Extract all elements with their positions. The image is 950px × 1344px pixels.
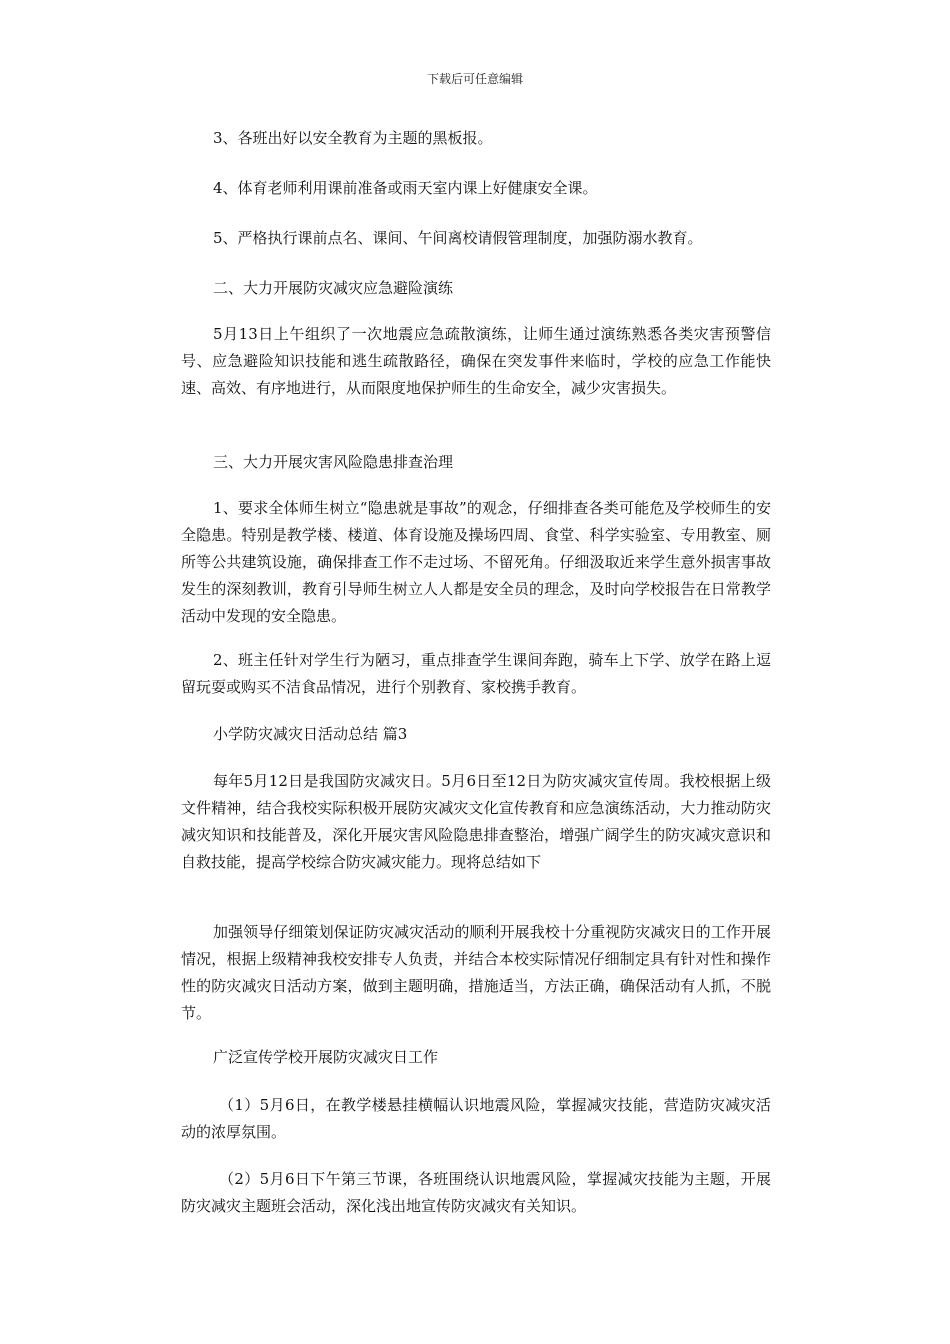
section-heading-4: 广泛宣传学校开展防灾减灾日工作: [213, 1048, 439, 1066]
paragraph-1: 3、各班出好以安全教育为主题的黑板报。: [213, 129, 493, 147]
paragraph-3: 5、严格执行课前点名、课间、午间离校请假管理制度，加强防溺水教育。: [213, 229, 703, 247]
article-title: 小学防灾减灾日活动总结 篇3: [213, 725, 408, 743]
page-header: 下载后可任意编辑: [426, 72, 523, 86]
section-heading-2: 二、大力开展防灾减灾应急避险演练: [213, 279, 454, 297]
paragraph-6: 2、班主任针对学生行为陋习，重点排查学生课间奔跑，骑车上下学、放学在路上逗留玩耍或购买不洁食品情况，进行个别教育、家校携手教育。: [181, 651, 771, 696]
paragraph-9: （1）5月6日，在教学楼悬挂横幅认识地震风险，掌握减灾技能，营造防灾减灾活动的浓厚氛围。: [181, 1096, 771, 1141]
paragraph-5: 1、要求全体师生树立“隐患就是事故”的观念，仔细排查各类可能危及学校师生的安全隐患。特别是教学楼、楼道、体育设施及操场四周、食堂、科学实验室、专用教室、厕所等公共建筑设施，确保排查工作不走过场、不留死角。仔细汲取近来学生意外损害事故发生的深刻教训，教育引导师生树立人人都是安全员的理念，及时向学校报告在日常教学活动中发现的安全隐患。: [181, 499, 771, 625]
paragraph-4: 5月13日上午组织了一次地震应急疏散演练，让师生通过演练熟悉各类灾害预警信号、应急避险知识技能和逃生疏散路径，确保在突发事件来临时，学校的应急工作能快速、高效、有序地进行，从而限度地保护师生的生命安全，减少灾害损失。: [181, 325, 771, 397]
paragraph-10: （2）5月6日下午第三节课，各班围绕认识地震风险，掌握减灾技能为主题，开展防灾减灾主题班会活动，深化浅出地宣传防灾减灾有关知识。: [181, 1170, 771, 1215]
paragraph-8: 加强领导仔细策划保证防灾减灾活动的顺利开展我校十分重视防灾减灾日的工作开展情况，根据上级精神我校安排专人负责，并结合本校实际情况仔细制定具有针对性和操作性的防灾减灾日活动方案，做到主题明确，措施适当，方法正确，确保活动有人抓，不脱节。: [181, 923, 771, 1022]
section-heading-3: 三、大力开展灾害风险隐患排查治理: [213, 453, 454, 471]
paragraph-7: 每年5月12日是我国防灾减灾日。5月6日至12日为防灾减灾宣传周。我校根据上级文件精神，结合我校实际积极开展防灾减灾文化宣传教育和应急演练活动，大力推动防灾减灾知识和技能普及，深化开展灾害风险隐患排查整治，增强广阔学生的防灾减灾意识和自救技能，提高学校综合防灾减灾能力。现将总结如下: [181, 772, 771, 871]
paragraph-2: 4、体育老师利用课前准备或雨天室内课上好健康安全课。: [213, 179, 598, 197]
